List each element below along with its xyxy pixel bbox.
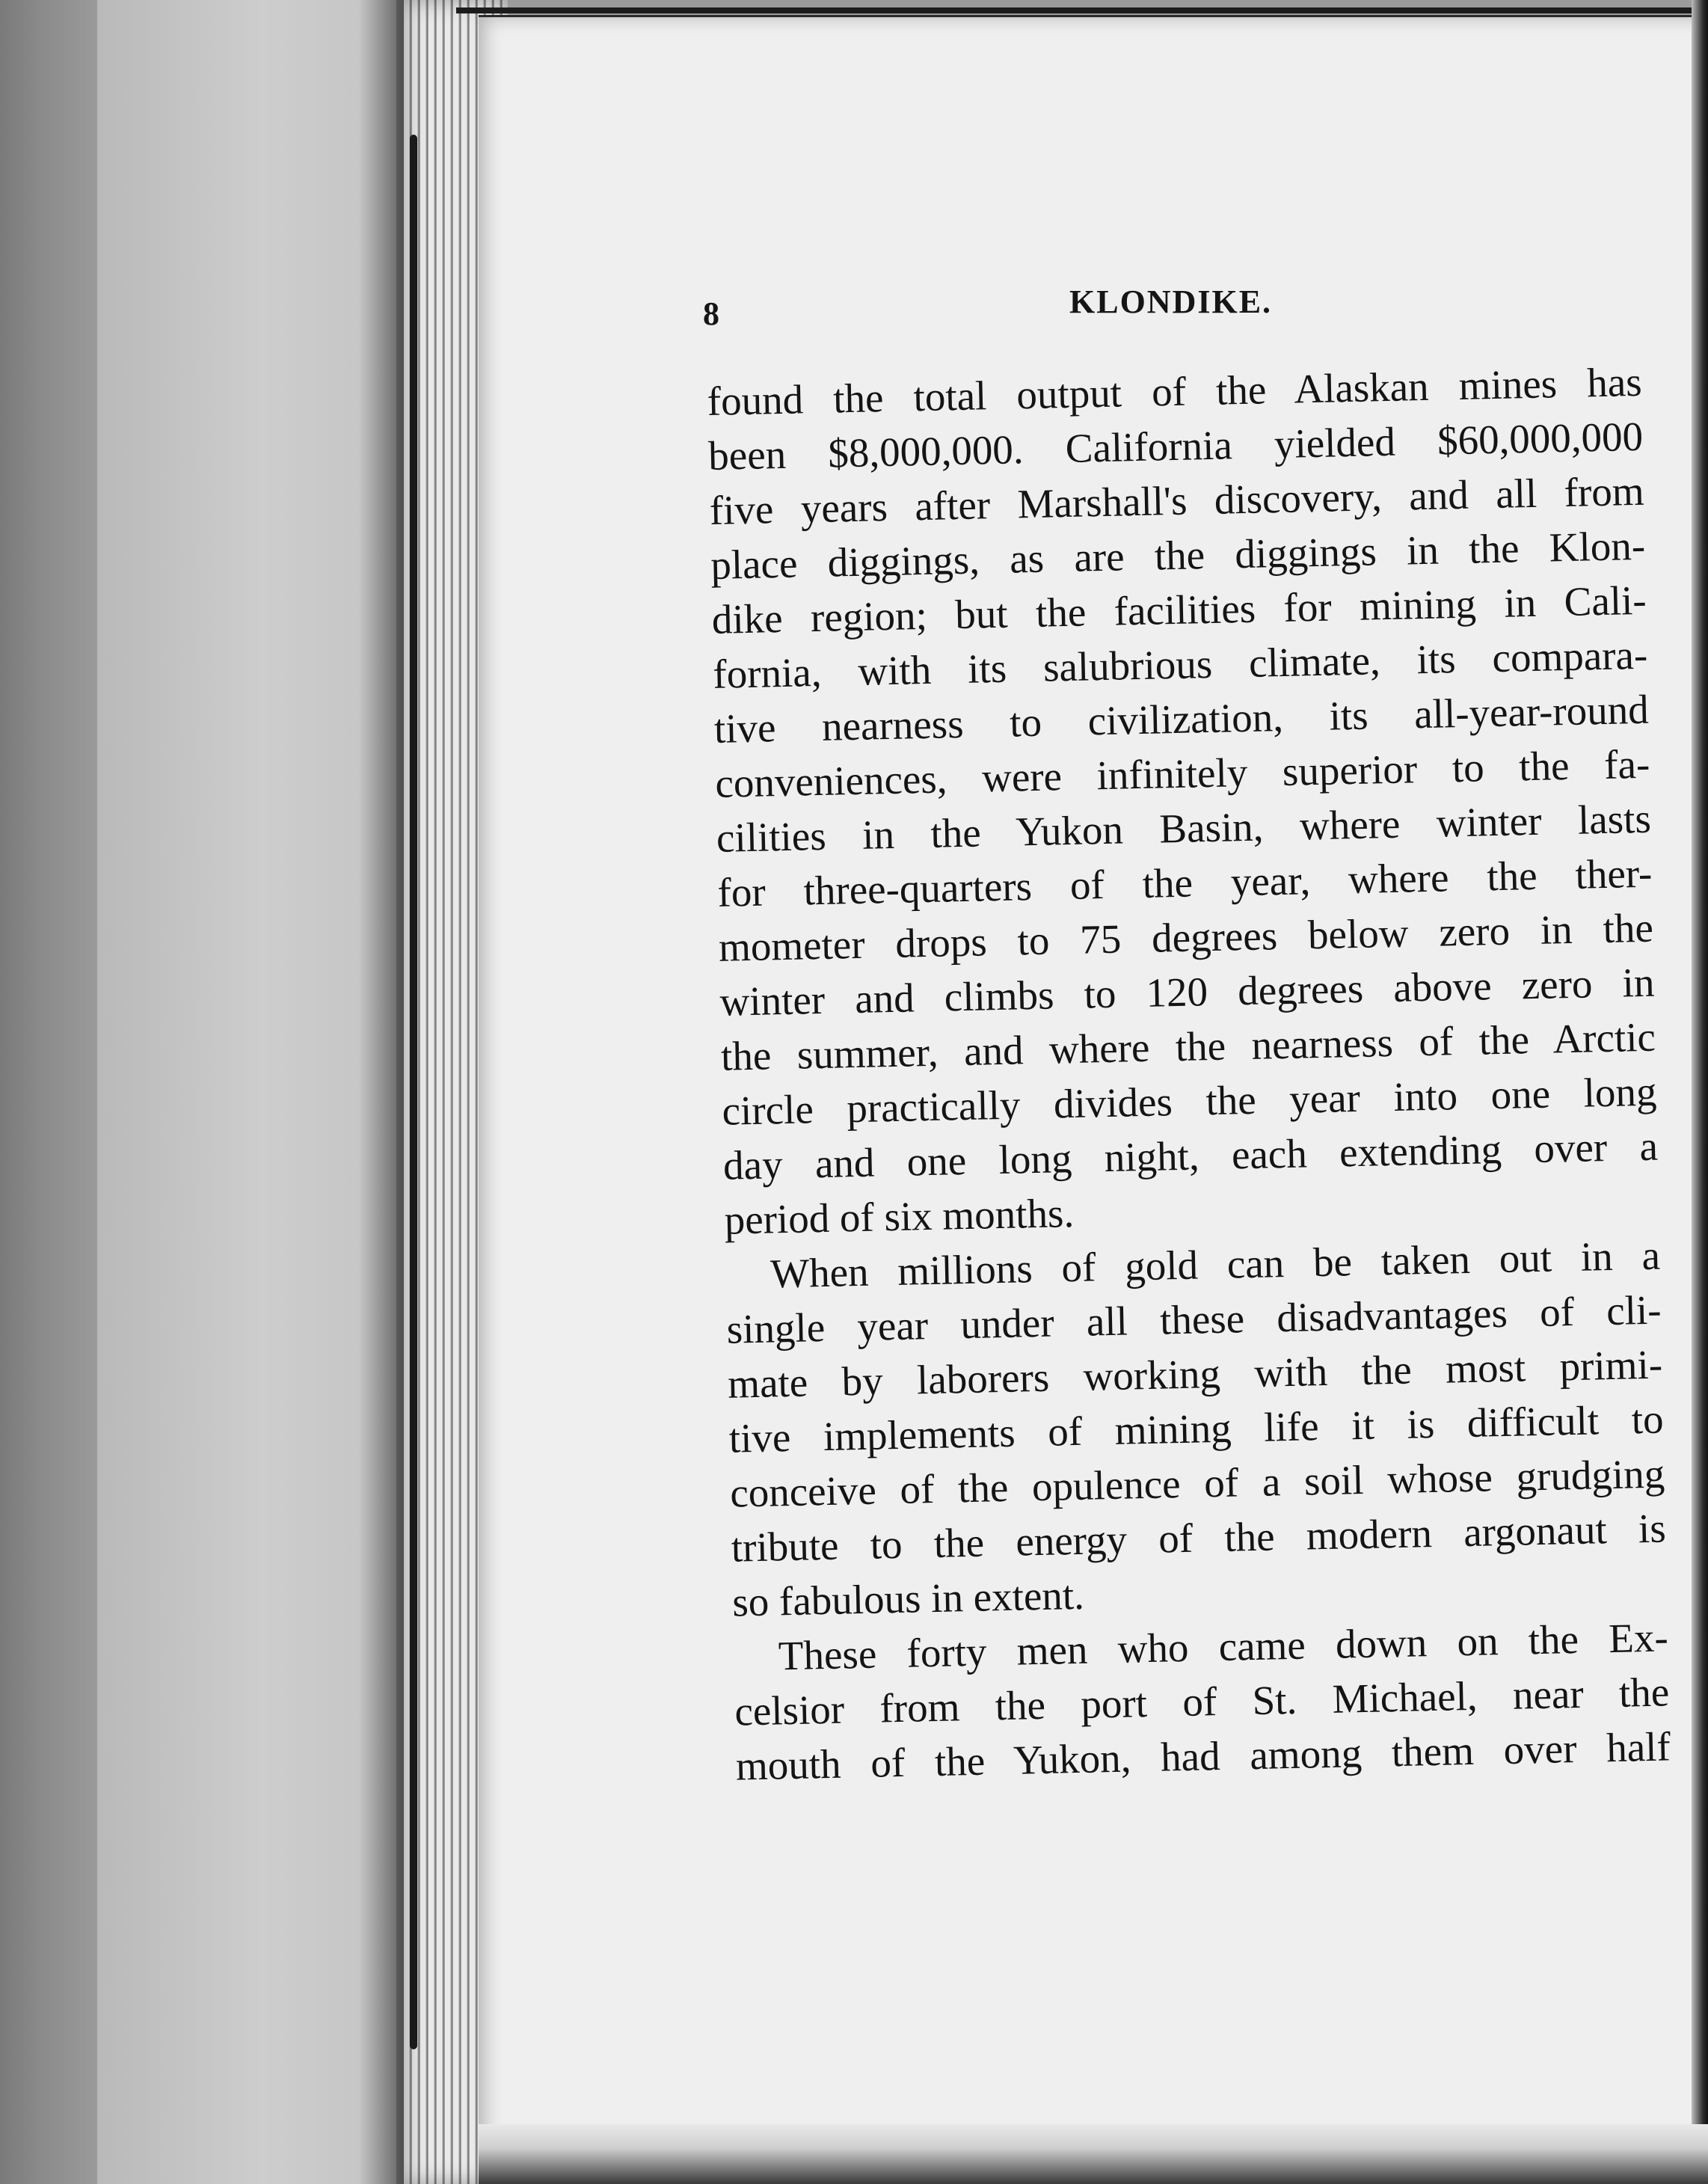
page-number: 8: [703, 295, 719, 332]
page-top-edge: [456, 7, 1708, 13]
text-line: These forty men who came down on the Ex-: [778, 1614, 1669, 1679]
text-line: tive nearness to civilization, its all-year-round: [713, 686, 1650, 752]
text-line: so fabulous in extent.: [731, 1571, 1085, 1625]
text-line: tive implements of mining life it is difficult to: [728, 1396, 1665, 1461]
text-line: dike region; but the facilities for mining in Cali-: [711, 577, 1647, 642]
text-line: found the total output of the Alaskan mines has: [707, 358, 1643, 424]
facing-page-left: [97, 0, 396, 2184]
body-text: [707, 355, 1671, 1794]
text-line: period of six months.: [724, 1189, 1075, 1243]
text-line: day and one long night, each extending over a: [722, 1123, 1659, 1188]
text-line: fornia, with its salubrious climate, its compara-: [712, 631, 1648, 697]
text-line: the summer, and where the nearness of the Arctic: [720, 1013, 1656, 1079]
text-line: mouth of the Yukon, had among them over half: [735, 1723, 1671, 1789]
text-line: tribute to the energy of the modern argonaut is: [731, 1505, 1667, 1571]
running-title: KLONDIKE.: [1069, 283, 1273, 320]
binding-line: [410, 135, 417, 2049]
text-line: single year under all these disadvantages of cli-: [726, 1286, 1662, 1352]
page-bottom-edge: [479, 2124, 1708, 2184]
text-line: mometer drops to 75 degrees below zero in the: [718, 904, 1654, 970]
text-line: for three-quarters of the year, where the ther-: [716, 850, 1653, 915]
text-line: celsior from the port of St. Michael, near the: [734, 1669, 1670, 1734]
text-line: mate by laborers working with the most primi-: [727, 1341, 1663, 1407]
page-right-edge: [1692, 0, 1708, 2184]
text-line: cilities in the Yukon Basin, where winter lasts: [716, 795, 1652, 861]
text-line: conveniences, were infinitely superior to the fa-: [714, 740, 1650, 806]
text-line: five years after Marshall's discovery, and all from: [709, 467, 1645, 533]
text-line: circle practically divides the year into one long: [722, 1068, 1658, 1134]
text-line: place diggings, as are the diggings in the Klon-: [710, 522, 1646, 588]
text-line: been $8,000,000. California yielded $60,000,000: [707, 413, 1644, 479]
text-line: conceive of the opulence of a soil whose grudging: [729, 1450, 1665, 1516]
text-line: When millions of gold can be taken out in a: [769, 1232, 1661, 1297]
text-line: winter and climbs to 120 degrees above zero in: [719, 959, 1655, 1025]
